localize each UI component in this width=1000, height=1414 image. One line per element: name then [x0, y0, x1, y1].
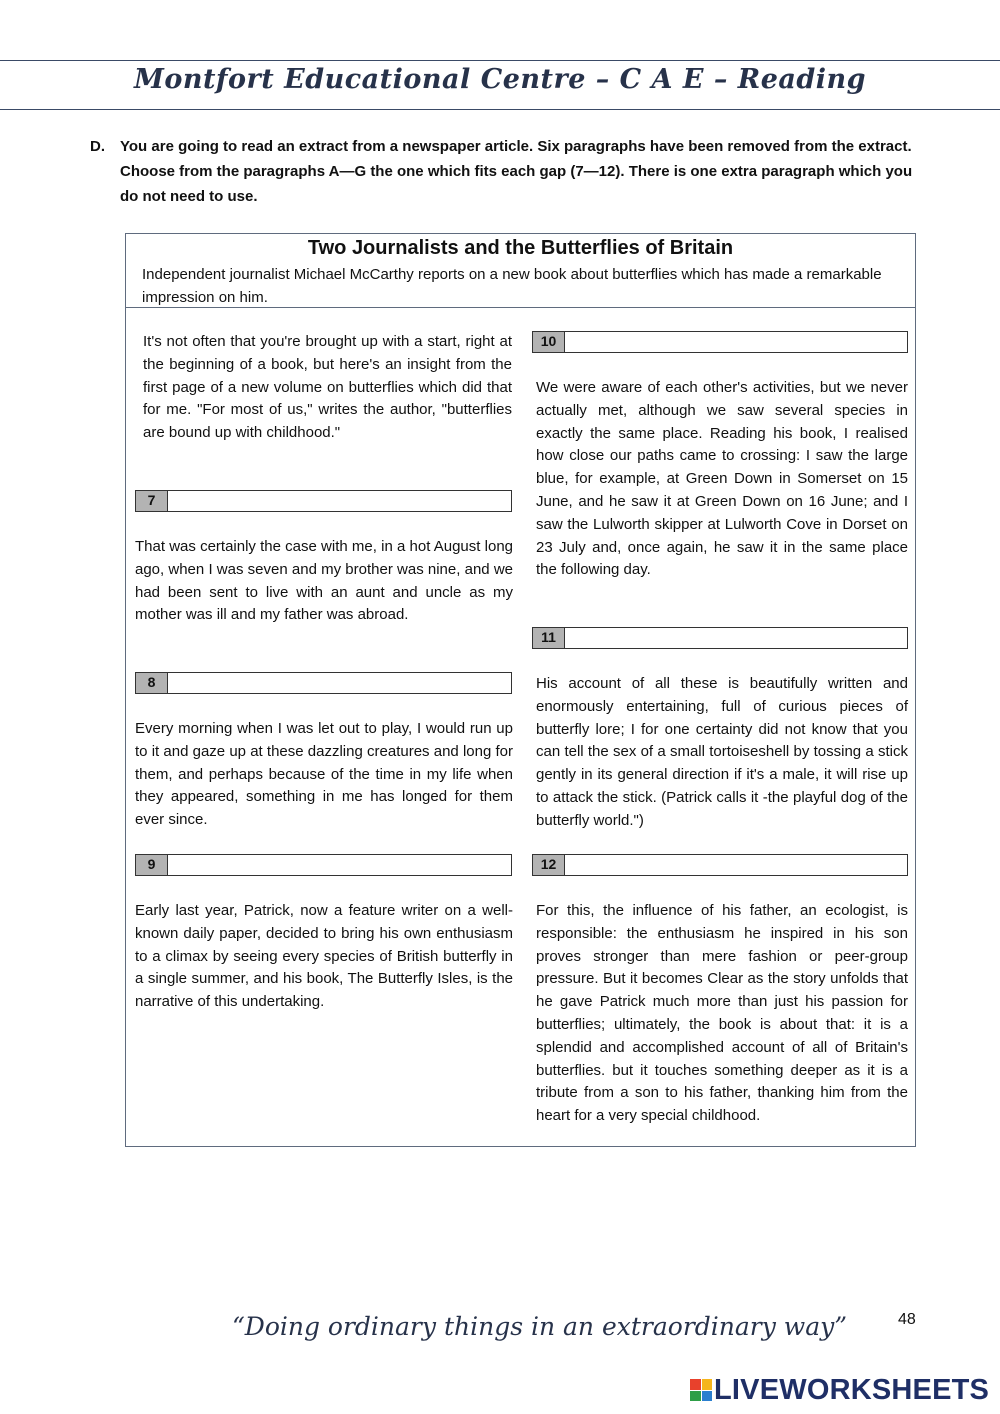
gap-7-answer-box[interactable]: [135, 490, 512, 512]
liveworksheets-brand-text: LIVEWORKSHEETS: [714, 1373, 990, 1406]
gap-10-answer-box[interactable]: [532, 331, 908, 353]
article-paragraph-2: That was certainly the case with me, in a hot August long ago, when I was seven and my brother was nine, and we had been sent to live with an aunt and uncle as my mother was ill and my father was abroad.: [135, 538, 513, 624]
article-header: [126, 234, 915, 308]
gap-8-answer-box[interactable]: [135, 672, 512, 694]
article-subtitle: Independent journalist Michael McCarthy reports on a new book about butterflies which has made a remarkable impression on him.: [142, 266, 882, 306]
header-rule-bottom: [0, 109, 1000, 110]
page-header-title: Montfort Educational Centre – C A E – Reading: [133, 64, 867, 95]
instructions-label: D.: [90, 138, 105, 155]
article-paragraph-7: For this, the influence of his father, an ecologist, is responsible: the enthusiasm he inspired in his son proves stronger than mere fashion or peer-group pressure. But it becomes Clear as the story unfolds that he gave Patrick much more than just his passion for butterflies; ultimately, the book is about that: it is a splendid and accomplished account of all of Britain's butterflies. but it touches something deeper as it is a tribute from a son to his father, thanking him from the heart for a very special childhood.: [536, 902, 908, 1125]
article-paragraph-1: It's not often that you're brought up with a start, right at the beginning of a book, but here's an insight from the first page of a new volume on butterflies which did that for me. "For most of us," writes the author, "butterflies are bound up with childhood.": [143, 333, 512, 442]
article-box: [125, 233, 916, 1147]
liveworksheets-logo-icon: [690, 1379, 712, 1401]
article-paragraph-6: His account of all these is beautifully written and enormously entertaining, full of curious pieces of butterfly lore; I for one certainty did not know that you can tell the sex of a small tortoiseshell by tossing a stick gently in its general direction if it's a male, it will rise up to attack the stick. (Patrick calls it -the playful dog of the butterfly world."): [536, 675, 908, 829]
gap-11-answer-box[interactable]: [532, 627, 908, 649]
gap-number: 11: [533, 628, 565, 648]
liveworksheets-logo[interactable]: [690, 1374, 989, 1406]
gap-number: 10: [533, 332, 565, 352]
gap-number: 9: [136, 855, 168, 875]
instructions: [90, 134, 920, 209]
article-paragraph-3: Every morning when I was let out to play, I would run up to it and gaze up at these dazzling creatures and long for them, and perhaps because of the time in my life when they appeared, something in me has longed for them ever since.: [135, 720, 513, 829]
instructions-text: You are going to read an extract from a newspaper article. Six paragraphs have been removed from the extract. Choose from the paragraphs A—G the one which fits each gap (7—12). There is one extra paragraph which you do not need to use.: [120, 138, 913, 205]
article-title: Two Journalists and the Butterflies of Britain: [307, 237, 734, 259]
gap-9-answer-box[interactable]: [135, 854, 512, 876]
article-paragraph-5: We were aware of each other's activities, but we never actually met, although we saw several species in exactly the same place. Reading his book, I realised how close our paths came to crossing: I saw the large blue, for example, at Green Down in Somerset on 15 June, and he saw it at Green Down on 16 June; and I saw the Lulworth skipper at Lulworth Cove in Dorset on 23 July and, once again, he saw it in the same place the following day.: [536, 379, 908, 579]
gap-number: 7: [136, 491, 168, 511]
gap-number: 8: [136, 673, 168, 693]
article-paragraph-4: Early last year, Patrick, now a feature writer on a well-known daily paper, decided to bring his own enthusiasm to a climax by seeing every species of British butterfly in a single summer, and his book, The Butterfly Isles, is the narrative of this undertaking.: [135, 902, 513, 1011]
header-rule-top: [0, 60, 1000, 61]
gap-number: 12: [533, 855, 565, 875]
footer-motto: “Doing ordinary things in an extraordinary way”: [232, 1312, 848, 1341]
gap-12-answer-box[interactable]: [532, 854, 908, 876]
page-number: 48: [898, 1311, 916, 1328]
